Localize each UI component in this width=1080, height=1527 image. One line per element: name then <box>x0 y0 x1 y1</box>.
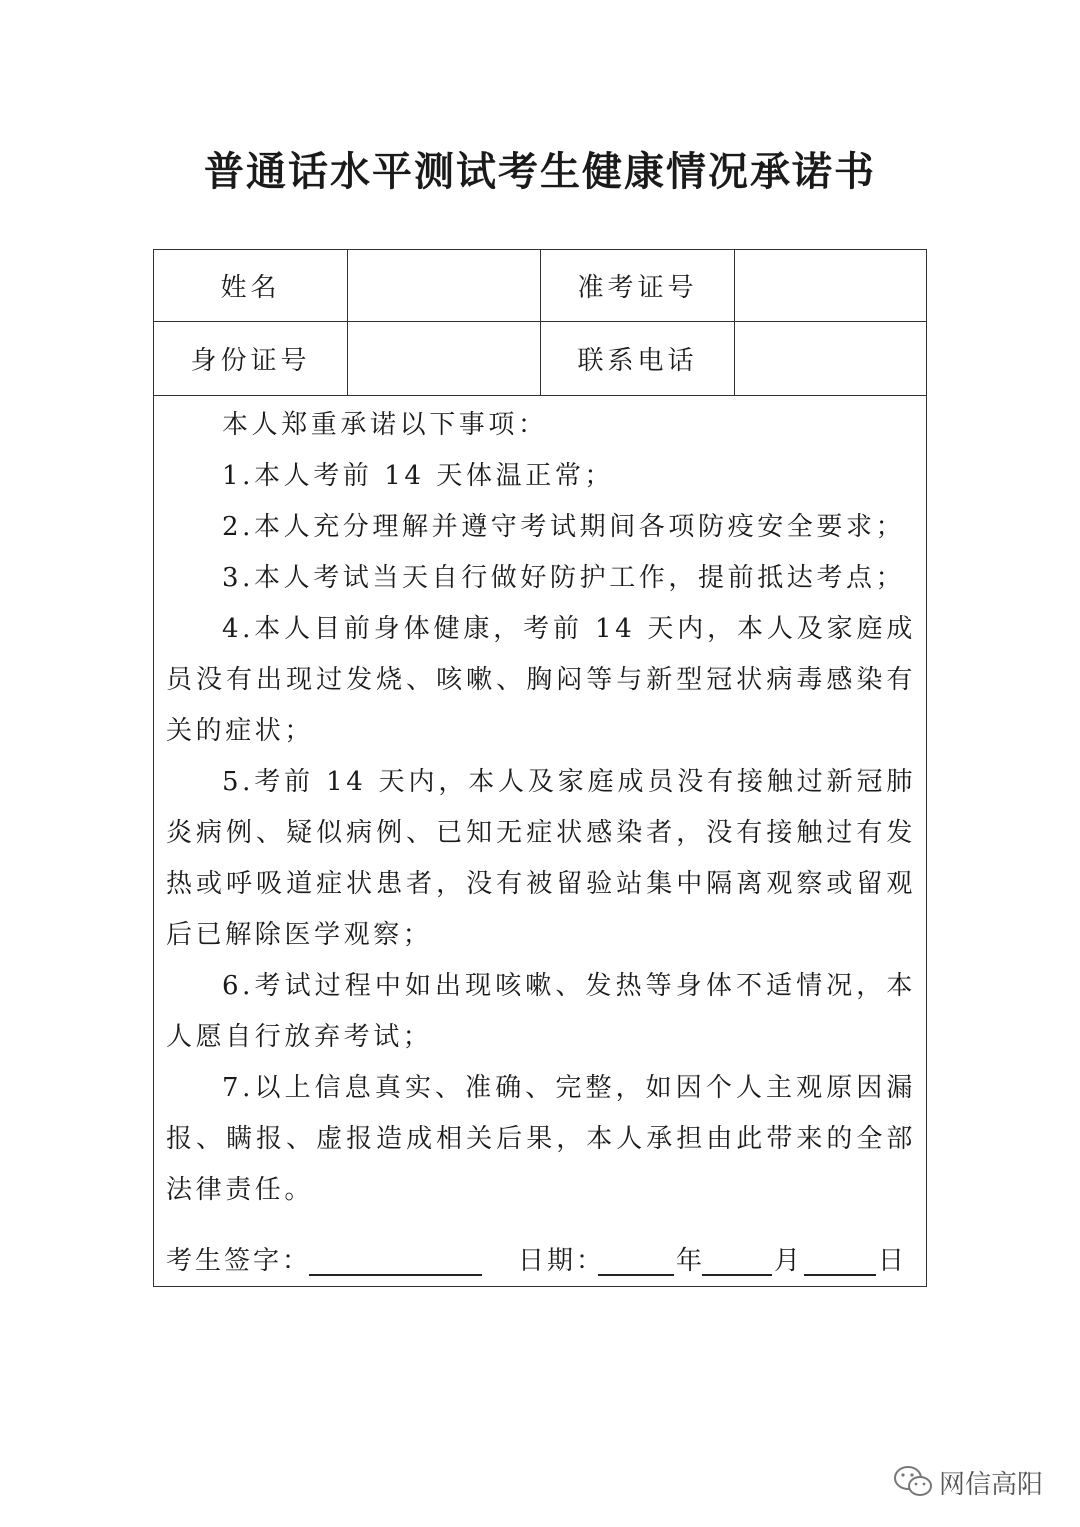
commitment-form <box>153 249 927 1287</box>
source-watermark <box>893 1462 1043 1502</box>
year-label: 年 <box>676 1246 706 1276</box>
promise-item-1: 1.本人考前 14 天体温正常； <box>222 461 615 491</box>
watermark-text: 网信高阳 <box>939 1469 1044 1500</box>
wechat-icon <box>893 1465 933 1499</box>
id-number-label: 身份证号 <box>154 321 348 395</box>
promise-item-4: 4.本人目前身体健康，考前 14 天内，本人及家庭成员没有出现过发烧、咳嗽、胸闷等与新型冠状病毒感染有关的症状； <box>166 614 916 746</box>
date-label: 日期： <box>518 1246 606 1276</box>
promise-intro: 本人郑重承诺以下事项： <box>222 410 548 440</box>
signature-line <box>166 1240 916 1280</box>
document-title: 普通话水平测试考生健康情况承诺书 <box>204 148 876 195</box>
signature-blank[interactable] <box>309 1274 482 1276</box>
name-label: 姓名 <box>154 250 348 321</box>
exam-number-label: 准考证号 <box>541 250 735 321</box>
day-blank[interactable] <box>804 1274 876 1276</box>
phone-field[interactable] <box>735 321 928 395</box>
month-label: 月 <box>774 1246 804 1276</box>
phone-label: 联系电话 <box>541 321 735 395</box>
year-blank[interactable] <box>598 1274 674 1276</box>
exam-number-field[interactable] <box>735 250 928 321</box>
form-row-id <box>154 321 926 396</box>
promise-item-5: 5.考前 14 天内，本人及家庭成员没有接触过新冠肺炎病例、疑似病例、已知无症状感染者，没有接触过有发热或呼吸道症状患者，没有被留验站集中隔离观察或留观后已解除医学观察； <box>166 767 916 950</box>
promise-item-6: 6.考试过程中如出现咳嗽、发热等身体不适情况，本人愿自行放弃考试； <box>166 971 916 1052</box>
id-number-field[interactable] <box>348 321 541 395</box>
form-row-name <box>154 250 926 322</box>
name-field[interactable] <box>348 250 541 321</box>
promise-item-7: 7.以上信息真实、准确、完整，如因个人主观原因漏报、瞒报、虚报造成相关后果，本人承担由此带来的全部法律责任。 <box>166 1073 916 1205</box>
signature-label: 考生签字： <box>166 1246 312 1276</box>
day-label: 日 <box>878 1246 908 1276</box>
month-blank[interactable] <box>702 1274 772 1276</box>
promise-item-2: 2.本人充分理解并遵守考试期间各项防疫安全要求； <box>222 512 906 542</box>
promise-item-3: 3.本人考试当天自行做好防护工作，提前抵达考点； <box>222 563 906 593</box>
promise-text <box>166 400 916 1216</box>
